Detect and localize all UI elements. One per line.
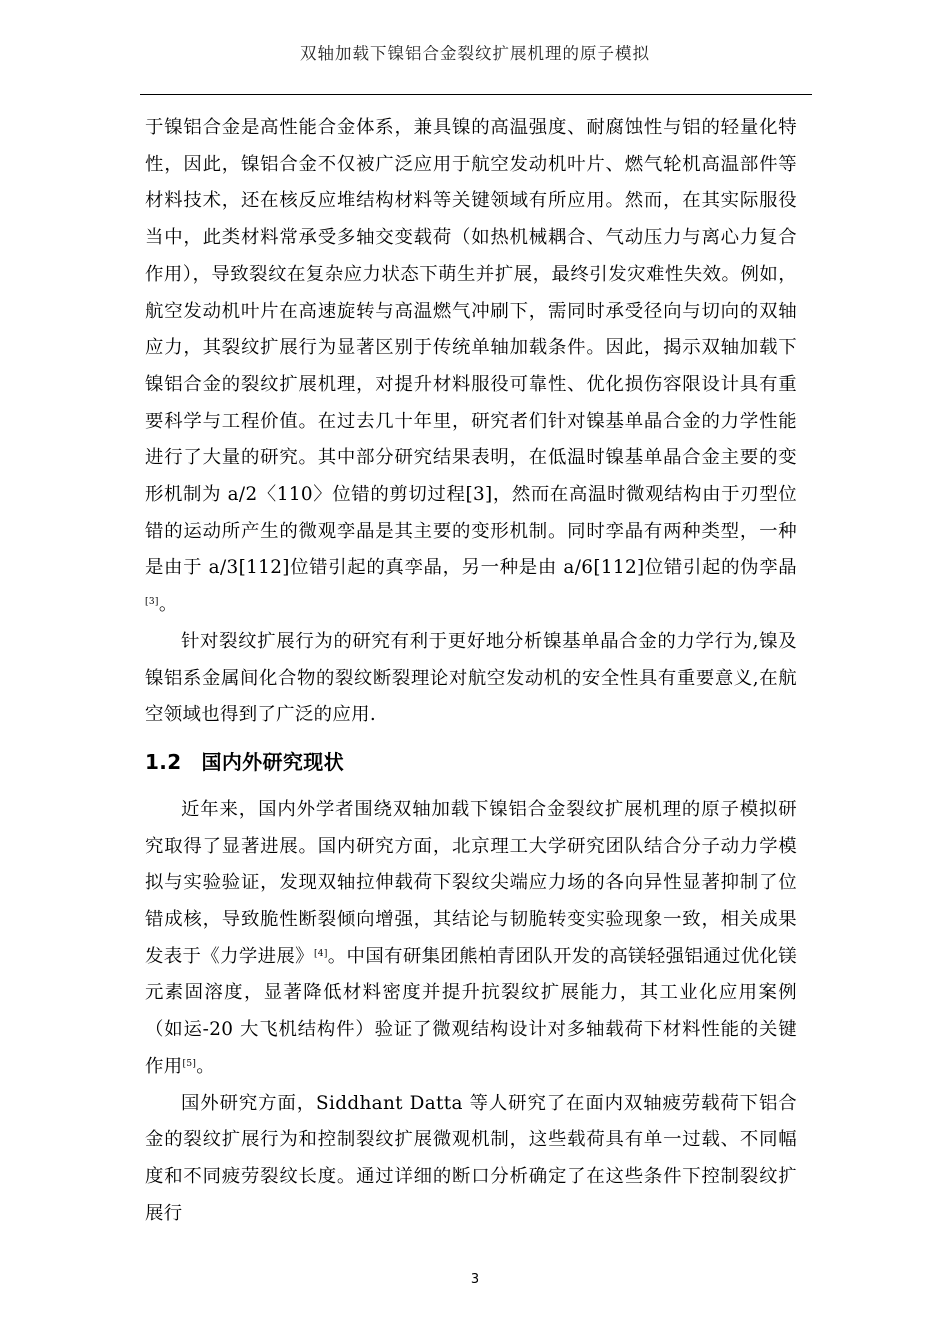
section-title: 国内外研究现状	[201, 749, 344, 774]
paragraph-text: 。中国有研集团熊柏青团队开发的高镁轻强铝通过优化镁元素固溶度，显著降低材料密度并提升抗裂纹扩展能力，其工业化应用案例（如运-20 大飞机结构件）验证了微观结构设计对多轴载荷下材料性能的关键作用	[145, 945, 797, 1077]
section-heading	[145, 744, 797, 780]
citation-ref: [5]	[182, 1058, 197, 1069]
citation-ref: [3]	[145, 597, 159, 608]
paragraph-text: 。	[158, 594, 178, 616]
paragraph-text: 。	[196, 1055, 216, 1077]
running-header-title: 双轴加载下镍铝合金裂纹扩展机理的原子模拟	[300, 44, 650, 63]
paragraph-domestic-research	[145, 792, 797, 1086]
paragraph-text: 近年来，国内外学者围绕双轴加载下镍铝合金裂纹扩展机理的原子模拟研究取得了显著进展。国内研究方面，北京理工大学研究团队结合分子动力学模拟与实验验证，发现双轴拉伸载荷下裂纹尖端应力场的各向异性显著抑制了位错成核，导致脆性断裂倾向增强，其结论与韧脆转变实验现象一致，相关成果发表于《力学进展》	[145, 798, 797, 967]
section-number: 1.2	[145, 749, 182, 774]
page-number: 3	[470, 1272, 480, 1287]
body-text	[145, 110, 797, 1232]
paragraph-crack-research: 针对裂纹扩展行为的研究有利于更好地分析镍基单晶合金的力学行为,镍及镍铝系金属间化合物的裂纹断裂理论对航空发动机的安全性具有重要意义,在航空领域也得到了广泛的应用.	[145, 630, 797, 726]
citation-ref: [4]	[313, 948, 328, 959]
header-divider	[140, 94, 812, 95]
paragraph-text: 于镍铝合金是高性能合金体系，兼具镍的高温强度、耐腐蚀性与铝的轻量化特性，因此，镍铝合金不仅被广泛应用于航空发动机叶片、燃气轮机高温部件等材料技术，还在核反应堆结构材料等关键领域有所应用。然而，在其实际服役当中，此类材料常承受多轴交变载荷（如热机械耦合、气动压力与离心力复合作用），导致裂纹在复杂应力状态下萌生并扩展，最终引发灾难性失效。例如，航空发动机叶片在高速旋转与高温燃气冲刷下，需同时承受径向与切向的双轴应力，其裂纹扩展行为显著区别于传统单轴加载条件。因此，揭示双轴加载下镍铝合金的裂纹扩展机理，对提升材料服役可靠性、优化损伤容限设计具有重要科学与工程价值。在过去几十年里，研究者们针对镍基单晶合金的力学性能进行了大量的研究。其中部分研究结果表明，在低温时镍基单晶合金主要的变形机制为 a/2〈110〉位错的剪切过程[3]，然而在高温时微观结构由于刃型位错的运动所产生的微观孪晶是其主要的变形机制。同时孪晶有两种类型，一种是由于 a/3[112]位错引起的真孪晶，另一种是由 a/6[112]位错引起的伪孪晶	[145, 117, 797, 579]
paragraph-background	[145, 110, 797, 624]
paragraph-foreign-research: 国外研究方面，Siddhant Datta 等人研究了在面内双轴疲劳载荷下铝合金的裂纹扩展行为和控制裂纹扩展微观机制，这些载荷具有单一过载、不同幅度和不同疲劳裂纹长度。通过详细的断口分析确定了在这些条件下控制裂纹扩展行	[145, 1092, 797, 1224]
